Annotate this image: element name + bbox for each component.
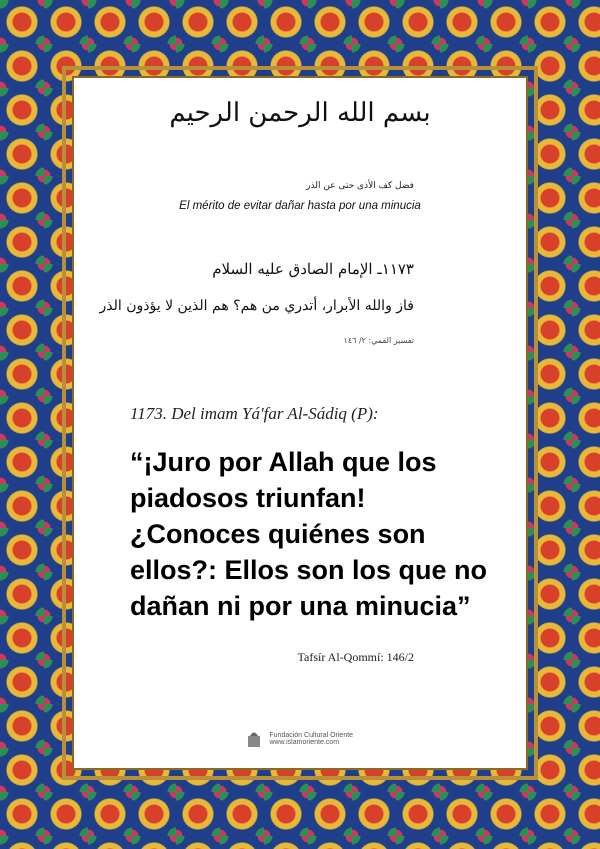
arabic-hadith-number: ١١٧٣ـ الإمام الصادق عليه السلام: [212, 260, 414, 278]
spanish-title: El mérito de evitar dañar hasta por una minucia: [179, 200, 421, 212]
org-url[interactable]: www.islamoriente.com: [269, 739, 340, 746]
basmala-calligraphy: بسم الله الرحمن الرحيم: [169, 98, 431, 128]
arabic-quote: فاز والله الأبرار، أتدري من هم؟ هم الذين لا يؤذون الذر: [99, 298, 414, 314]
logo-icon: [247, 730, 261, 748]
org-name: Fundación Cultural Oriente: [269, 732, 354, 739]
spanish-quote: “¡Juro por Allah que los piadosos triunfan! ¿Conoces quiénes son ellos?: Ellos son los que no dañan ni por una minucia”: [130, 447, 488, 621]
spanish-header: 1173. Del imam Yá'far Al-Sádiq (P):: [130, 404, 379, 423]
content-panel: [72, 76, 528, 770]
footer: [74, 730, 526, 748]
arabic-title: فضل كف الأذى حتى عن الذر: [306, 181, 414, 191]
arabic-source: تفسير القمي: ٢/ ١٤٦: [343, 336, 414, 345]
spanish-source: Tafsír Al-Qommí: 146/2: [297, 650, 414, 664]
